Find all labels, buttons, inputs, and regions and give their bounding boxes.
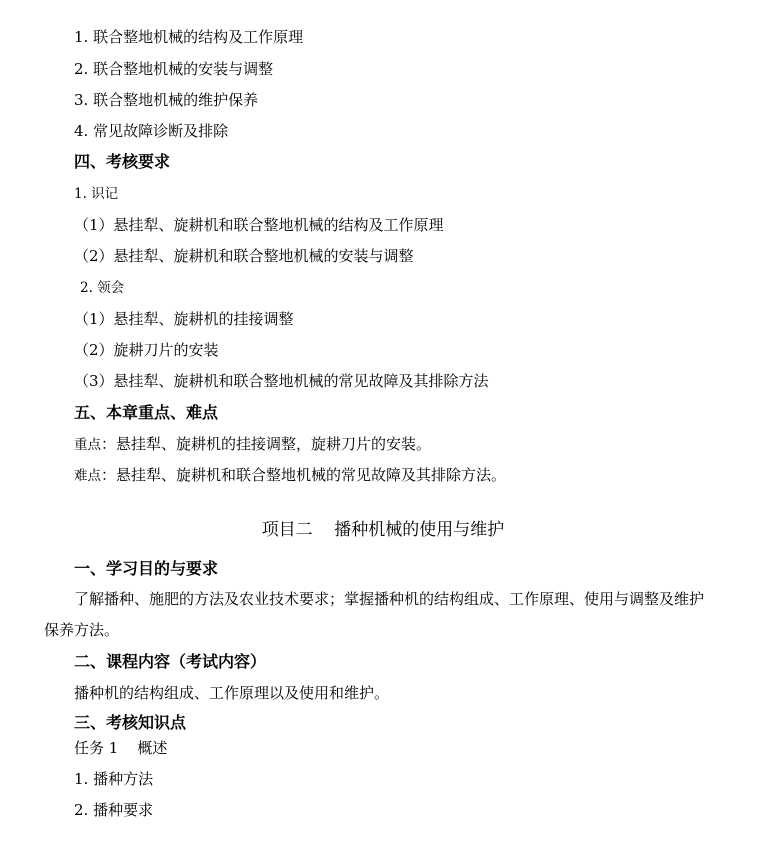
paragraph-line: 播种机的结构组成、工作原理以及使用和维护。 xyxy=(74,684,390,702)
task-label: 任务 1 概述 xyxy=(74,739,168,757)
list-item: 4. 常见故障诊断及排除 xyxy=(74,122,229,140)
key-point-label: 重点 xyxy=(74,437,101,453)
difficult-point-line xyxy=(74,466,506,485)
difficult-point-text: ：悬挂犁、旋耕机和联合整地机械的常见故障及其排除方法。 xyxy=(101,466,507,484)
section-heading-assessment: 四、考核要求 xyxy=(74,152,171,171)
section-heading-goals: 一、学习目的与要求 xyxy=(74,559,219,578)
difficult-point-label: 难点 xyxy=(74,468,101,484)
key-point-text: ：悬挂犁、旋耕机的挂接调整，旋耕刀片的安装。 xyxy=(101,435,432,453)
list-item: （3）悬挂犁、旋耕机和联合整地机械的常见故障及其排除方法 xyxy=(74,372,489,390)
list-item: 2. 联合整地机械的安装与调整 xyxy=(74,60,274,78)
list-item: （1）悬挂犁、旋耕机和联合整地机械的结构及工作原理 xyxy=(74,216,444,234)
list-item: （2）旋耕刀片的安装 xyxy=(74,341,219,359)
section-heading-key-points: 五、本章重点、难点 xyxy=(74,403,219,422)
project-title: 项目二 播种机械的使用与维护 xyxy=(261,520,505,540)
list-item: 2. 播种要求 xyxy=(74,801,154,819)
list-item: 1. 联合整地机械的结构及工作原理 xyxy=(74,28,304,46)
list-item: 1. 播种方法 xyxy=(74,770,154,788)
section-heading-knowledge: 三、考核知识点 xyxy=(74,713,187,732)
list-item: 3. 联合整地机械的维护保养 xyxy=(74,91,259,109)
paragraph-line: 保养方法。 xyxy=(44,621,120,639)
list-item: （2）悬挂犁、旋耕机和联合整地机械的安装与调整 xyxy=(74,247,414,265)
key-point-line xyxy=(74,435,431,454)
recall-label: 1. 识记 xyxy=(74,186,119,202)
understand-label: 2. 领会 xyxy=(80,280,125,296)
section-heading-content: 二、课程内容（考试内容） xyxy=(74,652,267,671)
list-item: （1）悬挂犁、旋耕机的挂接调整 xyxy=(74,310,294,328)
paragraph-line: 了解播种、施肥的方法及农业技术要求；掌握播种机的结构组成、工作原理、使用与调整及维护 xyxy=(74,590,705,608)
